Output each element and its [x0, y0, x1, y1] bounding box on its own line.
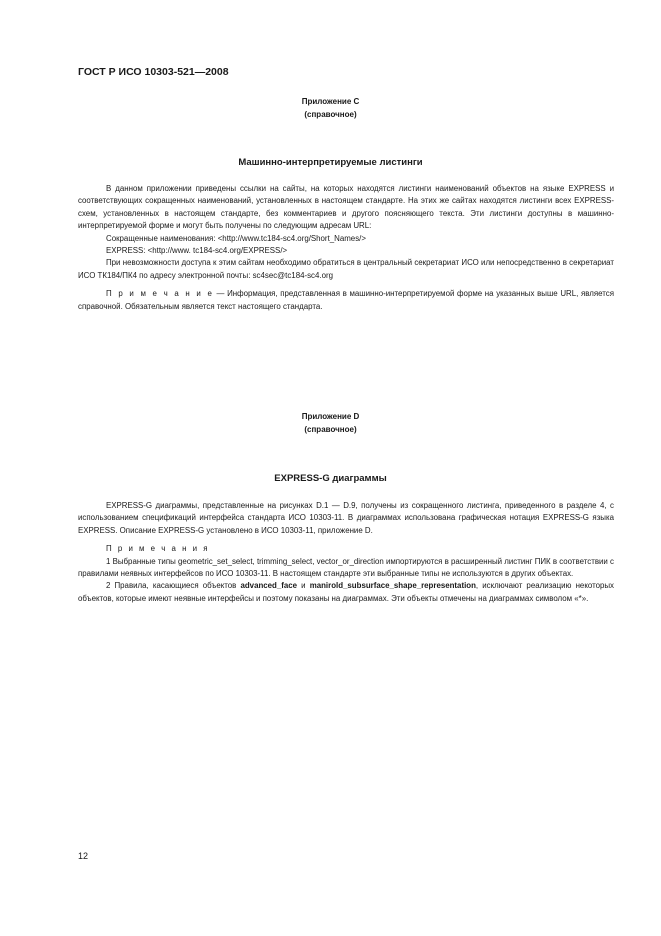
- annex-d-note-1: 1 Выбранные типы geometric_set_select, trimming_select, vector_or_direction импортируются в расширенный листинг ПИК в соответствии с правилами неявных интерфейсов по ИСО 10303-11. В настоящем стандарте эти выбранные типы не используются в других объектах.: [78, 556, 614, 579]
- annex-c-subtitle: (справочное): [304, 110, 357, 119]
- annex-c-note-label: П р и м е ч а н и е: [106, 289, 214, 299]
- annex-d-heading: EXPRESS-G диаграммы: [274, 473, 387, 484]
- annex-c-note: [78, 288, 614, 313]
- annex-d-label: Приложение D: [301, 412, 360, 421]
- annex-c-heading: Машинно-интерпретируемые листинги: [238, 157, 423, 168]
- annex-c-label: Приложение С: [301, 97, 360, 106]
- note-2-entity-manifold: manirold_subsurface_shape_representation: [309, 581, 476, 591]
- note-2-entity-advanced-face: advanced_face: [240, 581, 298, 591]
- annex-d-title: [0, 410, 661, 436]
- annex-c-url-short: Сокращенные наименования: <http://www.tc184-sc4.org/Short_Names/>: [106, 233, 366, 243]
- annex-d-paragraph-1: EXPRESS-G диаграммы, представленные на рисунках D.1 — D.9, получены из сокращенного листинга, приведенного в разделе 4, с использованием спецификаций интерфейса стандарта ИСО 10303-11. В диаграммах использована графическая нотация EXPRESS-G языка EXPRESS. Описание EXPRESS-G установлено в ИСО 10303-11, приложение D.: [78, 501, 614, 535]
- note-2-end: , исключают реализацию некоторых объектов, которые имеют неявные интерфейсы и поэтому показаны на диаграммах. Эти объекты отмечены на диаграммах символом «*».: [78, 581, 614, 603]
- note-2-and: и: [297, 581, 310, 591]
- annex-d-note-2: [78, 580, 614, 605]
- page-number: 12: [78, 851, 89, 861]
- annex-d-body: [78, 500, 614, 605]
- annex-d-notes-label: [78, 543, 614, 555]
- annex-c-body: [78, 183, 614, 313]
- annex-d-subtitle: (справочное): [304, 425, 357, 434]
- note-2-start: 2 Правила, касающиеся объектов: [106, 581, 241, 591]
- standard-header: ГОСТ Р ИСО 10303-521—2008: [78, 66, 229, 78]
- annex-c-paragraph-1: В данном приложении приведены ссылки на сайты, на которых находятся листинги наименований объектов на языке EXPRESS и соответствующих сокращенных наименований, установленных в настоящем стандарте. На этих же сайтах находятся листинги всех EXPRESS-схем, установленных в настоящем стандарте, без комментариев и другого поясняющего текста. Эти листинги доступны в машинно-интерпретируемой форме и могут быть получены по следующим адресам URL:: [78, 184, 614, 231]
- annex-c-note-text: — Информация, представленная в машинно-интерпретируемой форме на указанных выше URL, является справочной. Обязательным является текст настоящего стандарта.: [78, 289, 614, 311]
- annex-c-url-express: EXPRESS: <http://www. tc184-sc4.org/EXPRESS/>: [106, 246, 288, 256]
- annex-c-paragraph-2: При невозможности доступа к этим сайтам необходимо обратиться в центральный секретариат ИСО или непосредственно в секретариат ИСО ТК184/ПК4 по адресу электронной почты: sc4sec@tc184-sc4.org: [78, 258, 614, 280]
- annex-d-notes-label-text: П р и м е ч а н и я: [106, 544, 210, 554]
- annex-c-title: [0, 95, 661, 121]
